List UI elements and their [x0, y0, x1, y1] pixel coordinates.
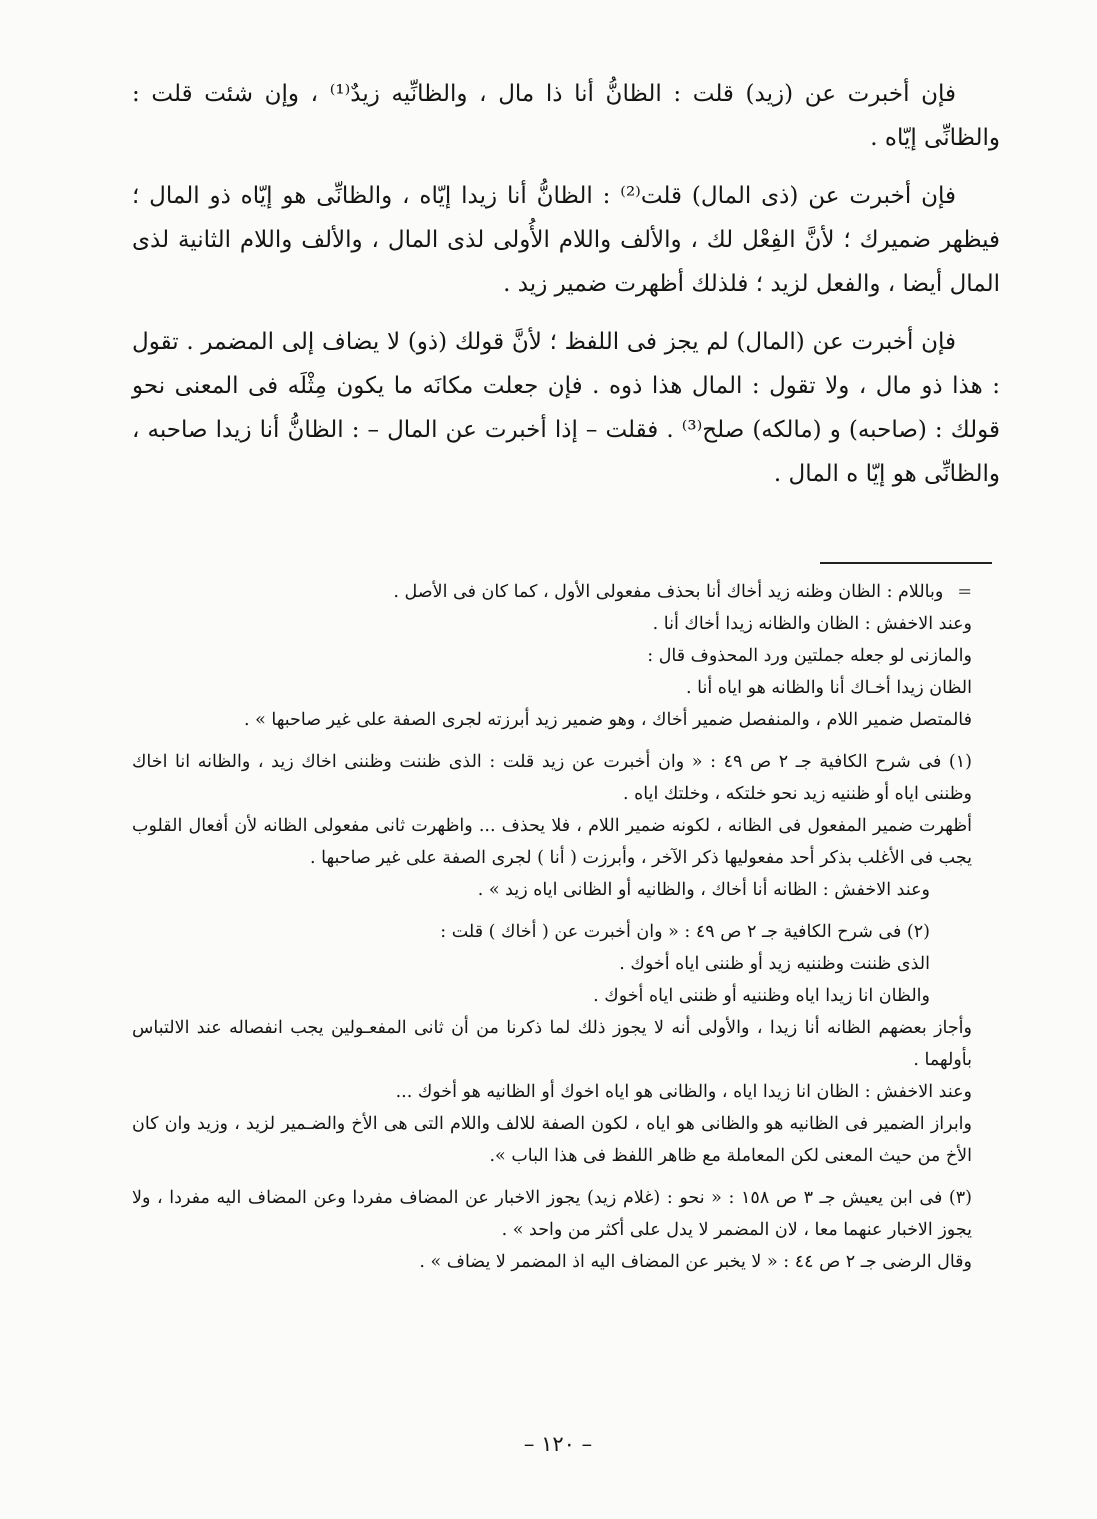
footnote-separator: [820, 562, 992, 564]
footnotes: [132, 576, 1000, 1288]
main-text: [132, 72, 1000, 510]
footnote-continuation: [132, 576, 1000, 736]
footnote-line: وعند الاخفش : الظان انا زيدا اياه ، والظانى هو اياه اخوك أو الظانيه هو أخوك ...: [395, 1082, 972, 1102]
footnote-line: (٢) فى شرح الكافية جـ ٢ ص ٤٩ : « وان أخبرت عن ( أخاك ) قلت :: [440, 922, 930, 942]
footnote-line: وعند الاخفش : الظانه أنا أخاك ، والظانيه أو الظانى اياه زيد » .: [477, 880, 930, 900]
footnote-line: والمازنى لو جعله جملتين ورد المحذوف قال :: [647, 646, 972, 666]
footnote-line: وابراز الضمير فى الظانيه هو والظانى هو اياه ، لكون الصفة للالف واللام التى هى الأخ والضـمير لزيد ، وزيد وان كان الأخ من حيث المعنى لكن المعاملة مع ظاهر اللفظ فى هذا الباب ».: [132, 1114, 972, 1166]
footnote-line: (٣) فى ابن يعيش جـ ٣ ص ١٥٨ : « نحو : (غلام زيد) يجوز الاخبار عن المضاف مفردا وعن المضاف اليه مفردا ، ولا يجوز الاخبار عنهما معا ، لان المضمر لا يدل على أكثر من واحد » .: [132, 1188, 972, 1240]
footnote-3: [132, 1182, 1000, 1278]
footnote-line: الظان زيدا أخـاك أنا والظانه هو اياه أنا .: [686, 678, 972, 698]
footnote-1: [132, 746, 1000, 906]
footnote-line: وقال الرضى جـ ٢ ص ٤٤ : « لا يخبر عن المضاف اليه اذ المضمر لا يضاف » .: [419, 1252, 972, 1272]
footnote-line: (١) فى شرح الكافية جـ ٢ ص ٤٩ : « وان أخبرت عن زيد قلت : الذى ظننت وظننى اخاك زيد ، والظانه انا اخاك وظننى اياه أو ظننيه زيد نحو خلتكه ، وخلتك اياه .: [132, 752, 972, 804]
footnote-line: وعند الاخفش : الظان والظانه زيدا أخاك أنا .: [652, 614, 972, 634]
footnote-2: [132, 916, 1000, 1172]
footnote-line: والظان انا زيدا اياه وظننيه أو ظننى اياه أخوك .: [593, 986, 930, 1006]
main-paragraph-2: فإن أخبرت عن (ذى المال) قلت⁽²⁾ : الظانُّ أنا زيدا إيّاه ، والظانِّى هو إيّاه ذو المال ؛ فيظهر ضميرك ؛ لأنَّ الفِعْل لك ، والألف واللام الأُولى لذى المال ، والألف واللام الثانية لذى المال أيضا ، والفعل لزيد ؛ فلذلك أظهرت ضمير زيد .: [132, 183, 1000, 297]
page-number: – ١٢٠ –: [523, 1432, 593, 1456]
main-paragraph-1: فإن أخبرت عن (زيد) قلت : الظانُّ أنا ذا مال ، والظانِّيه زيدٌ⁽¹⁾ ، وإن شئت قلت : والظانِّى إيّاه .: [132, 81, 1000, 151]
footnote-line: فالمتصل ضمير اللام ، والمنفصل ضمير أخاك ، وهو ضمير زيد أبرزته لجرى الصفة على غير صاحبها » .: [243, 710, 972, 730]
footnote-line: أظهرت ضمير المفعول فى الظانه ، لكونه ضمير اللام ، فلا يحذف ... واظهرت ثانى مفعولى الظانه لأن أفعال القلوب يجب فى الأغلب بذكر أحد مفعوليها ذكر الآخر ، وأبرزت ( أنا ) لجرى الصفة على غير صاحبها .: [132, 816, 972, 868]
continuation-mark: =: [957, 582, 972, 602]
footnote-line: وباللام : الظان وظنه زيد أخاك أنا بحذف مفعولى الأول ، كما كان فى الأصل .: [393, 582, 944, 602]
main-paragraph-3: فإن أخبرت عن (المال) لم يجز فى اللفظ ؛ لأنَّ قولك (ذو) لا يضاف إلى المضمر . تقول : هذا ذو مال ، ولا تقول : المال هذا ذوه . فإن جعلت مكانَه ما يكون مِثْلَه فى المعنى نحو قولك : (صاحبه) و (مالكه) صلح⁽³⁾ . فقلت – إذا أخبرت عن المال – : الظانُّ أنا زيدا صاحبه ، والظانِّى هو إيّا ه المال .: [132, 329, 1000, 487]
footnote-line: وأجاز بعضهم الظانه أنا زيدا ، والأولى أنه لا يجوز ذلك لما ذكرنا من أن ثانى المفعـولين يجب انفصاله عند الالتباس بأولهما .: [132, 1018, 972, 1070]
footnote-line: الذى ظننت وظننيه زيد أو ظننى اياه أخوك .: [619, 954, 930, 974]
